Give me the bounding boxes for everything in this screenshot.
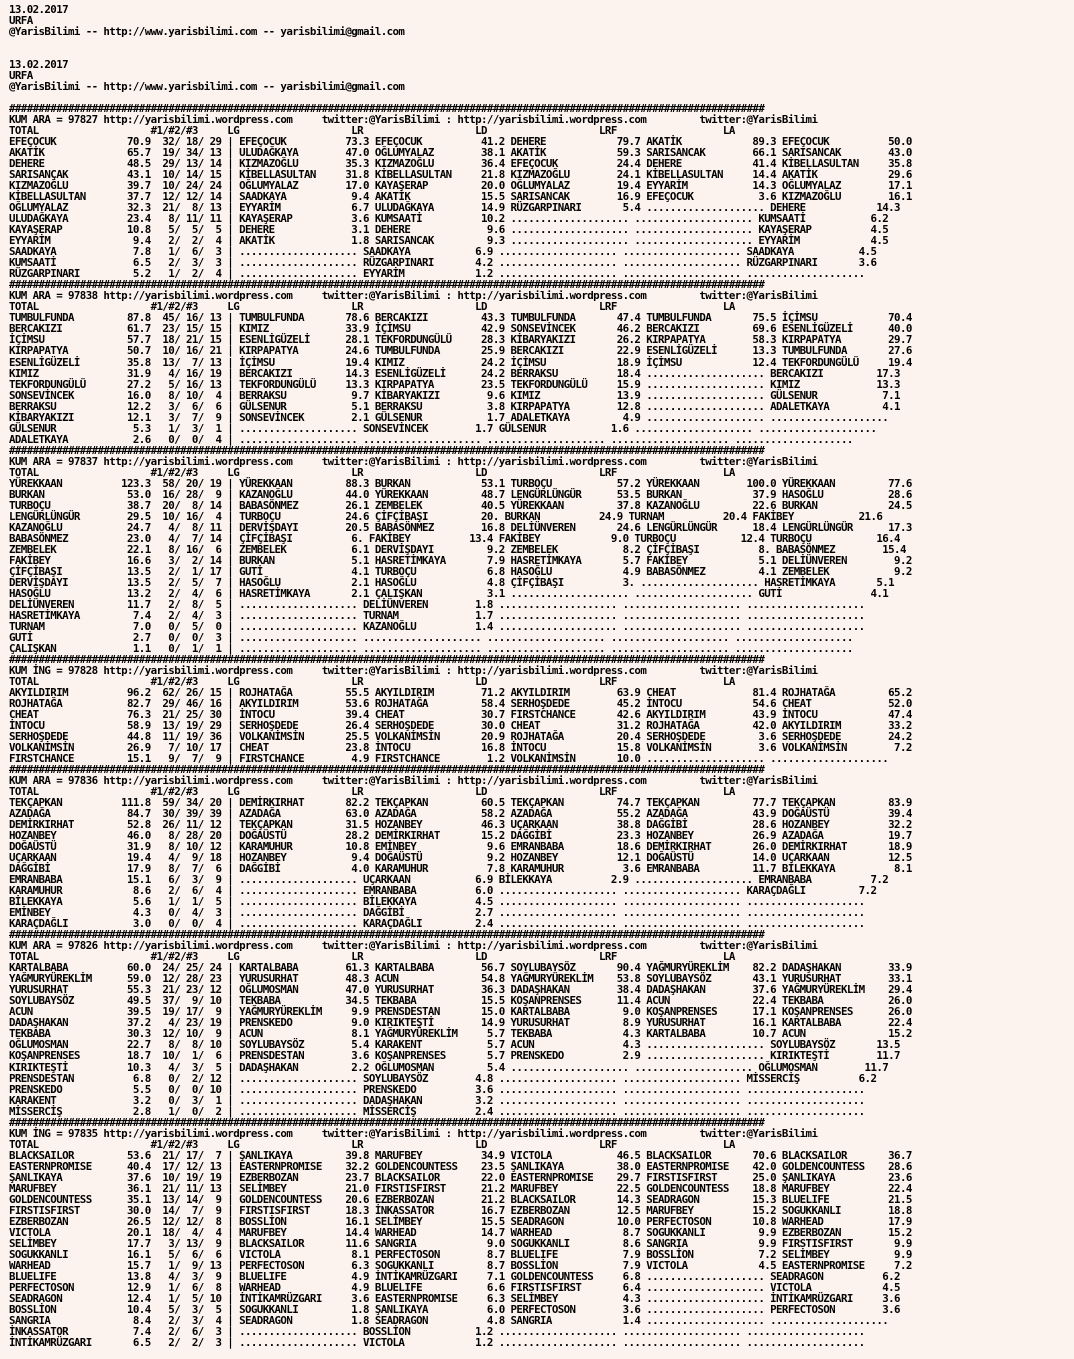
table-row: TURNAM 7.0 0/ 5/ 0 | .................... KAZANOĞLU 1.4 .................... .................... .................... xyxy=(9,619,865,633)
table-row: SELİMBEY 17.7 3/ 13/ 9 | BLACKSAILOR 11.6 SANGRIA 9.0 SOGUKKANLI 8.6 SANGRIA 9.9 FIRSTISFIRST 9.9 xyxy=(9,1236,912,1250)
table-row: İNKASSATOR 7.4 2/ 6/ 3 | .................... BOSSLİON 1.2 .................... .................... .................... xyxy=(9,1324,865,1338)
table-row: AKYILDIRIM 96.2 62/ 26/ 15 | ROJHATAĞA 55.5 AKYILDIRIM 71.2 AKYILDIRIM 63.9 CHEAT 81.4 ROJHATAĞA 65.2 xyxy=(9,685,912,699)
blank-line xyxy=(9,48,912,59)
table-row: KIZMAZOĞLU 39.7 10/ 24/ 24 | OĞLUMYALAZ 17.0 KAYAŞERAP 20.0 OĞLUMYALAZ 19.4 EYYARİM 14.3 OĞLUMYALAZ 17.1 xyxy=(9,179,912,193)
report-date: 13.02.2017 xyxy=(9,3,69,16)
table-row: TEKBABA 30.3 12/ 10/ 9 | ACUN 8.1 YAĞMURYÜREKLİM 5.7 TEKBABA 4.3 KARTALBABA 10.7 ACUN 15.2 xyxy=(9,1027,912,1041)
table-row: KUMSAATİ 6.5 2/ 3/ 3 | .................... RÜZGARPINARI 4.2 .................... .................... RÜZGARPINARI 3.6 xyxy=(9,256,877,270)
section-divider: ################################################################################################################################ xyxy=(9,443,765,457)
table-row: VICTOLA 20.1 18/ 4/ 4 | MARUFBEY 14.4 WARHEAD 14.7 WARHEAD 8.7 SOGUKKANLI 9.9 EZBERBOZAN 15.2 xyxy=(9,1225,912,1239)
column-header: TOTAL #1/#2/#3 LG LR LD LRF LA xyxy=(9,465,735,479)
table-row: EASTERNPROMISE 40.4 17/ 12/ 13 | EASTERNPROMISE 32.2 GOLDENCOUNTESS 23.5 ŞANLIKAYA 38.0 EASTERNPROMISE 42.0 GOLDENCOUNTESS 28.6 xyxy=(9,1159,912,1173)
table-row: GUTİ 2.7 0/ 0/ 3 | .................... .................... .................... .................... .................... xyxy=(9,630,853,644)
table-row: OĞLUMOSMAN 22.7 8/ 8/ 10 | SOYLUBAYSÖZ 5.4 KARAKENT 5.7 ACUN 4.3 .................... SOYLUBAYSÖZ 13.5 xyxy=(9,1038,900,1052)
column-header: TOTAL #1/#2/#3 LG LR LD LRF LA xyxy=(9,785,735,799)
table-row: PRENSDESTAN 6.8 0/ 2/ 12 | .................... SOYLUBAYSÖZ 4.8 .................... .................... MİSSERCİŞ 6.2 xyxy=(9,1071,877,1085)
table-row: KIRIKTEŞTİ 10.3 4/ 3/ 5 | DADAŞHAKAN 2.2 OĞLUMOSMAN 5.4 .................... .................... OĞLUMOSMAN 11.7 xyxy=(9,1060,889,1074)
table-row: PRENSKEDO 5.5 0/ 0/ 10 | .................... PRENSKEDO 3.6 .................... .................... .................... xyxy=(9,1082,865,1096)
table-row: TUMBULFUNDA 87.8 45/ 16/ 13 | TUMBULFUNDA 78.6 BERCAKIZI 43.3 TUMBULFUNDA 47.4 TUMBULFUNDA 75.5 İÇİMSU 70.4 xyxy=(9,311,912,325)
table-row: İÇİMSU 57.7 18/ 21/ 15 | ESENLİGÜZELİ 28.1 TEKFORDUNGÜLÜ 28.3 KİBARYAKIZI 26.2 KIRPAPATYA 58.3 KIRPAPATYA 29.7 xyxy=(9,333,912,347)
location-label: URFA xyxy=(9,69,33,83)
table-row: PERFECTOSON 12.9 1/ 6/ 8 | WARHEAD 4.9 BLUELIFE 6.6 FIRSTISFIRST 6.4 .................... VICTOLA 4.5 xyxy=(9,1280,900,1294)
race-header: KUM ARA = 97837 http://yarisbilimi.wordpress.com twitter:@YarisBilimi : http://yarisbilimi.wordpress.com twitter:@YarisBilimi xyxy=(9,454,818,468)
table-row: BERRAKSU 12.2 3/ 6/ 6 | GÜLSENUR 5.1 BERRAKSU 3.8 KIRPAPATYA 12.8 .................... ADALETKAYA 4.1 xyxy=(9,399,900,413)
contact-line: @YarisBilimi -- http://www.yarisbilimi.com -- yarisbilimi@gmail.com xyxy=(9,25,405,39)
table-row: EFEÇOCUK 70.9 32/ 18/ 29 | EFEÇOCUK 73.3 EFEÇOCUK 41.2 DEHERE 79.7 AKATİK 89.3 EFEÇOCUK 50.0 xyxy=(9,135,912,149)
table-row: BİLEKKAYA 5.6 1/ 1/ 5 | .................... BİLEKKAYA 4.5 .................... .................... .................... xyxy=(9,895,865,909)
section-divider: ################################################################################################################################ xyxy=(9,1115,765,1129)
table-row: SANGRIA 8.4 2/ 3/ 4 | SEADRAGON 1.8 SEADRAGON 4.8 SANGRIA 1.4 .................... .................... xyxy=(9,1313,889,1327)
race-header: KUM İNG = 97835 http://yarisbilimi.wordpress.com twitter:@YarisBilimi : http://yarisbilimi.wordpress.com twitter:@YarisBilimi xyxy=(9,1126,818,1140)
report-date: 13.02.2017 xyxy=(9,58,69,72)
table-row: ESENLİGÜZELİ 35.8 13/ 7/ 13 | İÇİMSU 19.4 KIMIZ 24.2 İÇİMSU 18.9 İÇİMSU 12.4 TEKFORDUNGÜLÜ 19.4 xyxy=(9,355,912,369)
race-header: KUM ARA = 97836 http://yarisbilimi.wordpress.com twitter:@YarisBilimi : http://yarisbilimi.wordpress.com twitter:@YarisBilimi xyxy=(9,774,818,788)
table-row: ZEMBELEK 22.1 8/ 16/ 6 | ZEMBELEK 6.1 DERVİŞDAYI 9.2 ZEMBELEK 8.2 ÇİFÇİBAŞI 8. BABASÖNMEZ 15.4 xyxy=(9,542,906,556)
table-row: BURKAN 53.0 16/ 28/ 9 | KAZANOĞLU 44.0 YÜREKKAAN 48.7 LENGÜRLÜNGÜR 53.5 BURKAN 37.9 HASOĞLU 28.6 xyxy=(9,487,912,501)
table-row: BOSSLİON 10.4 5/ 3/ 5 | SOGUKKANLI 1.8 ŞANLIKAYA 6.0 PERFECTOSON 3.6 .................... PERFECTOSON 3.6 xyxy=(9,1302,900,1316)
table-row: GOLDENCOUNTESS 35.1 13/ 14/ 9 | GOLDENCOUNTESS 20.6 EZBERBOZAN 21.2 BLACKSAILOR 14.3 SEADRAGON 15.3 BLUELIFE 21.5 xyxy=(9,1192,912,1206)
race-header: KUM ARA = 97838 http://yarisbilimi.wordpress.com twitter:@YarisBilimi : http://yarisbilimi.wordpress.com twitter:@YarisBilimi xyxy=(9,289,818,303)
table-row: FIRSTCHANCE 15.1 9/ 7/ 9 | FIRSTCHANCE 4.9 FIRSTCHANCE 1.2 VOLKANİMSİN 10.0 .................... .................... xyxy=(9,752,889,766)
table-row: BLUELIFE 13.8 4/ 3/ 9 | BLUELIFE 4.9 İNTİKAMRÜZGARI 7.1 GOLDENCOUNTESS 6.8 .................... SEADRAGON 6.2 xyxy=(9,1269,900,1283)
table-row: KIMIZ 31.9 4/ 16/ 19 | BERCAKIZI 14.3 ESENLİGÜZELİ 24.2 BERRAKSU 18.4 .................... BERCAKIZI 17.3 xyxy=(9,366,900,380)
section-divider: ################################################################################################################################ xyxy=(9,652,765,666)
table-row: TURBOÇU 38.7 20/ 8/ 14 | BABASÖNMEZ 26.1 ZEMBELEK 40.5 YÜREKKAAN 37.8 KAZANOĞLU 22.6 BURKAN 24.5 xyxy=(9,498,912,512)
table-row: SERHOŞDEDE 44.8 11/ 19/ 36 | VOLKANİMSİN 25.5 VOLKANİMSİN 20.9 ROJHATAĞA 20.4 SERHOŞDEDE 3.6 SERHOŞDEDE 24.2 xyxy=(9,730,912,744)
table-row: ROJHATAĞA 82.7 29/ 46/ 16 | AKYILDIRIM 53.6 ROJHATAĞA 58.4 SERHOŞDEDE 45.2 İNTOCU 54.6 CHEAT 52.0 xyxy=(9,696,912,710)
table-row: GÜLSENUR 5.3 1/ 3/ 1 | .................... SONSEVİNCEK 1.7 GÜLSENUR 1.6 .................... .................... xyxy=(9,421,877,435)
table-row: EZBERBOZAN 26.5 12/ 12/ 8 | BOSSLİON 16.1 SELİMBEY 15.5 SEADRAGON 10.0 PERFECTOSON 10.8 WARHEAD 17.9 xyxy=(9,1214,912,1228)
table-row: ACUN 39.5 19/ 17/ 9 | YAĞMURYÜREKLİM 9.9 PRENSDESTAN 15.0 KARTALBABA 9.0 KOŞANPRENSES 17.1 KOŞANPRENSES 26.0 xyxy=(9,1005,912,1019)
column-header: TOTAL #1/#2/#3 LG LR LD LRF LA xyxy=(9,300,735,314)
table-row: KAYAŞERAP 10.8 5/ 5/ 5 | DEHERE 3.1 DEHERE 9.6 .................... .................... KAYAŞERAP 4.5 xyxy=(9,223,889,237)
table-row: BABASÖNMEZ 23.0 4/ 7/ 14 | ÇİFÇİBAŞI 6. FAKİBEY 13.4 FAKİBEY 9.0 TURBOÇU 12.4 TURBOÇU 16.4 xyxy=(9,531,900,545)
table-row: VOLKANİMSİN 26.9 7/ 10/ 17 | CHEAT 23.8 İNTOCU 16.8 İNTOCU 15.8 VOLKANİMSİN 3.6 VOLKANİMSİN 7.2 xyxy=(9,741,912,755)
table-row: YURUSURHAT 55.3 21/ 23/ 12 | OĞLUMOSMAN 47.0 YURUSURHAT 36.3 DADAŞHAKAN 38.4 DADAŞHAKAN 37.6 YAĞMURYÜREKLİM 29.4 xyxy=(9,983,912,997)
table-row: FIRSTISFIRST 30.0 14/ 7/ 9 | FIRSTISFIRST 18.3 İNKASSATOR 16.7 EZBERBOZAN 12.5 MARUFBEY 15.2 SOGUKKANLI 18.8 xyxy=(9,1203,912,1217)
section-divider: ################################################################################################################################ xyxy=(9,763,765,777)
table-row: EYYARİM 9.4 2/ 2/ 4 | AKATİK 1.8 SARISANCAK 9.3 .................... .................... EYYARİM 4.5 xyxy=(9,234,889,248)
table-row: CHEAT 76.3 21/ 25/ 30 | İNTOCU 39.4 CHEAT 30.7 FIRSTCHANCE 42.6 AKYILDIRIM 43.9 İNTOCU 47.4 xyxy=(9,708,912,721)
table-row: ÇALIŞKAN 1.1 0/ 1/ 1 | .................... .................... .................... .................... .................... xyxy=(9,641,853,655)
table-row: HASRETİMKAYA 7.4 2/ 4/ 3 | .................... TURNAM 1.7 .................... .................... .................... xyxy=(9,608,865,622)
race-header: KUM İNG = 97828 http://yarisbilimi.wordpress.com twitter:@YarisBilimi : http://yarisbilimi.wordpress.com twitter:@YarisBilimi xyxy=(9,663,818,677)
column-header: TOTAL #1/#2/#3 LG LR LD LRF LA xyxy=(9,124,735,138)
table-row: ULUDAĞKAYA 23.4 8/ 11/ 11 | KAYAŞERAP 3.6 KUMSAATİ 10.2 .................... .................... KUMSAATİ 6.2 xyxy=(9,212,889,226)
table-row: EMRANBABA 15.1 6/ 3/ 9 | .................... UÇARKAAN 6.9 BİLEKKAYA 2.9 .................... EMRANBABA 7.2 xyxy=(9,873,889,887)
table-row: EMİNBEY 4.3 0/ 4/ 3 | .................... DAĞGİBİ 2.7 .................... .................... .................... xyxy=(9,906,865,920)
table-row: YÜREKKAAN 123.3 58/ 20/ 19 | YÜREKKAAN 88.3 BURKAN 53.1 TURBOÇU 57.2 YÜREKKAAN 100.0 YÜREKKAAN 77.6 xyxy=(9,476,912,490)
table-row: İNTOCU 58.9 13/ 19/ 29 | SERHOŞDEDE 26.4 SERHOŞDEDE 30.0 CHEAT 31.2 ROJHATAĞA 42.0 AKYILDIRIM 33.2 xyxy=(9,719,912,733)
table-row: KARAMUHUR 8.6 2/ 6/ 4 | .................... EMRANBABA 6.0 .................... .................... KARAÇDAĞLI 7.2 xyxy=(9,884,877,898)
table-row: SAADKAYA 7.8 1/ 6/ 3 | .................... SAADKAYA 6.9 .................... .................... SAADKAYA 4.5 xyxy=(9,245,877,259)
table-row: DEMİRKIRHAT 52.8 26/ 11/ 12 | TEKÇAPKAN 31.5 HOZANBEY 46.3 UÇARKAAN 38.8 DAĞGİBİ 28.6 HOZANBEY 32.2 xyxy=(9,818,912,832)
table-row: AKATİK 65.7 19/ 34/ 13 | ULUDAĞKAYA 47.0 OĞLUMYALAZ 38.1 AKATİK 59.3 SARISANCAK 66.1 SARISANCAK 43.0 xyxy=(9,146,912,160)
table-row: HASOĞLU 13.2 2/ 4/ 6 | HASRETİMKAYA 2.1 ÇALIŞKAN 3.1 .................... .................... GUTİ 4.1 xyxy=(9,586,889,600)
table-row: OĞLUMYALAZ 32.3 21/ 8/ 13 | EYYARİM 6.7 ULUDAĞKAYA 14.9 RÜZGARPINARI 5.4 .................... DEHERE 14.3 xyxy=(9,201,900,215)
table-row: ŞANLIKAYA 37.6 10/ 19/ 19 | EZBERBOZAN 23.7 BLACKSAILOR 22.0 EASTERNPROMISE 29.7 FIRSTISFIRST 25.0 ŞANLIKAYA 23.6 xyxy=(9,1170,912,1184)
table-row: KOŞANPRENSES 18.7 10/ 1/ 6 | PRENSDESTAN 3.6 KOŞANPRENSES 5.7 PRENSKEDO 2.9 .................... KIRIKTEŞTİ 11.7 xyxy=(9,1049,900,1063)
table-row: DADAŞHAKAN 37.2 4/ 23/ 19 | PRENSKEDO 9.0 KIRIKTEŞTİ 14.9 YURUSURHAT 8.9 YURUSURHAT 16.1 KARTALBABA 22.4 xyxy=(9,1016,912,1030)
table-row: DEHERE 48.5 29/ 13/ 14 | KIZMAZOĞLU 35.3 KIZMAZOĞLU 36.4 EFEÇOCUK 24.4 DEHERE 41.4 KİBELLASULTAN 35.8 xyxy=(9,157,912,171)
column-header: TOTAL #1/#2/#3 LG LR LD LRF LA xyxy=(9,950,735,964)
column-header: TOTAL #1/#2/#3 LG LR LD LRF LA xyxy=(9,1137,735,1151)
table-row: HOZANBEY 46.0 8/ 28/ 20 | DOĞAÜSTÜ 28.2 DEMİRKIRHAT 15.2 DAĞGİBİ 23.3 HOZANBEY 26.9 AZADAĞA 19.7 xyxy=(9,829,912,843)
column-header: TOTAL #1/#2/#3 LG LR LD LRF LA xyxy=(9,674,735,688)
table-row: BERCAKIZI 61.7 23/ 15/ 15 | KIMIZ 33.9 İÇİMSU 42.9 SONSEVİNCEK 46.2 BERCAKIZI 69.6 ESENLİGÜZELİ 40.0 xyxy=(9,322,912,336)
contact-line: @YarisBilimi -- http://www.yarisbilimi.com -- yarisbilimi@gmail.com xyxy=(9,80,405,94)
table-row: KIRPAPATYA 50.7 10/ 16/ 21 | KIRPAPATYA 24.6 TUMBULFUNDA 25.9 BERCAKIZI 22.9 ESENLİGÜZELİ 13.3 TUMBULFUNDA 27.6 xyxy=(9,344,912,358)
table-row: TEKÇAPKAN 111.8 59/ 34/ 20 | DEMİRKIRHAT 82.2 TEKÇAPKAN 60.5 TEKÇAPKAN 74.7 TEKÇAPKAN 77.7 TEKÇAPKAN 83.9 xyxy=(9,796,912,810)
table-row: DAĞGİBİ 17.9 8/ 7/ 6 | DAĞGİBİ 4.0 KARAMUHUR 7.8 KARAMUHUR 3.6 EMRANBABA 11.7 BİLEKKAYA 8.1 xyxy=(9,862,912,876)
table-row: SARISANÇAK 43.1 10/ 14/ 15 | KİBELLASULTAN 31.8 KİBELLASULTAN 21.8 KIZMAZOĞLU 24.1 KİBELLASULTAN 14.4 AKATİK 29.6 xyxy=(9,168,912,182)
table-row: KARAKENT 3.2 0/ 3/ 1 | .................... DADAŞHAKAN 3.2 .................... .................... .................... xyxy=(9,1093,865,1107)
table-row: KARAÇDAĞLI 3.0 0/ 0/ 4 | .................... KARAÇDAĞLI 2.4 .................... .................... .................... xyxy=(9,917,865,931)
table-row: KARTALBABA 60.0 24/ 25/ 24 | KARTALBABA 61.3 KARTALBABA 56.7 SOYLUBAYSÖZ 90.4 YAĞMURYÜREKLİM 82.2 DADAŞHAKAN 33.9 xyxy=(9,961,912,975)
table-row: RÜZGARPINARI 5.2 1/ 2/ 4 | .................... EYYARİM 1.2 .................... .................... .................... xyxy=(9,267,865,281)
table-row: İNTİKAMRÜZGARI 6.5 2/ 2/ 3 | .................... VICTOLA 1.2 .................... .................... .................... xyxy=(9,1335,865,1349)
table-row: DELİÜNVEREN 11.7 2/ 8/ 5 | .................... DELİÜNVEREN 1.8 .................... .................... .................... xyxy=(9,597,865,611)
table-row: DERVİŞDAYI 13.5 2/ 5/ 7 | HASOĞLU 2.1 HASOĞLU 4.8 ÇİFÇİBAŞI 3. .................... HASRETİMKAYA 5.1 xyxy=(9,575,895,589)
table-row: SOYLUBAYSÖZ 49.5 37/ 9/ 10 | TEKBABA 34.5 TEKBABA 15.5 KOŞANPRENSES 11.4 ACUN 22.4 TEKBABA 26.0 xyxy=(9,994,912,1008)
table-row: KİBELLASULTAN 37.7 12/ 12/ 14 | SAADKAYA 9.4 AKATİK 15.5 SARISANCAK 16.9 EFEÇOCUK 3.6 KIZMAZOĞLU 16.1 xyxy=(9,190,912,204)
race-header: KUM ARA = 97827 http://yarisbilimi.wordpress.com twitter:@YarisBilimi : http://yarisbilimi.wordpress.com twitter:@YarisBilimi xyxy=(9,113,818,127)
table-row: KAZANOĞLU 24.7 4/ 8/ 11 | DERVİŞDAYI 20.5 BABASÖNMEZ 16.8 DELİÜNVEREN 24.6 LENGÜRLÜNGÜR 18.4 LENGÜRLÜNGÜR 17.3 xyxy=(9,520,912,534)
table-row: UÇARKAAN 19.4 4/ 9/ 18 | HOZANBEY 9.4 DOĞAÜSTÜ 9.2 HOZANBEY 12.1 DOĞAÜSTÜ 14.0 UÇARKAAN 12.5 xyxy=(9,851,912,865)
report-text xyxy=(9,4,912,1348)
section-divider: ################################################################################################################################ xyxy=(9,278,765,292)
location-label: URFA xyxy=(9,14,33,28)
table-row: DOĞAÜSTÜ 31.9 8/ 10/ 12 | KARAMUHUR 10.8 EMİNBEY 9.6 EMRANBABA 18.6 DEMİRKIRHAT 26.0 DEMİRKIRHAT 18.9 xyxy=(9,840,912,854)
table-row: YAĞMURYÜREKLİM 59.0 12/ 28/ 23 | YURUSURHAT 48.3 ACUN 54.8 YAĞMURYÜREKLİM 53.8 SOYLUBAYSÖZ 43.1 YURUSURHAT 33.1 xyxy=(9,972,912,986)
table-row: FAKİBEY 16.6 3/ 2/ 14 | BURKAN 5.1 HASRETİMKAYA 7.9 HASRETİMKAYA 5.7 FAKİBEY 5.1 DELİÜNVEREN 9.2 xyxy=(9,553,912,567)
table-row: SEADRAGON 12.4 1/ 5/ 10 | İNTİKAMRÜZGARI 3.6 EASTERNPROMISE 6.3 SELİMBEY 4.3 .................... İNTİKAMRÜZGARI 3.6 xyxy=(9,1291,900,1305)
table-row: TEKFORDUNGÜLÜ 27.2 5/ 16/ 13 | TEKFORDUNGÜLÜ 13.3 KIRPAPATYA 23.5 TEKFORDUNGÜLÜ 15.9 .................... KIMIZ 13.3 xyxy=(9,377,900,391)
table-row: WARHEAD 15.7 1/ 9/ 13 | PERFECTOSON 6.3 SOGUKKANLI 8.7 BOSSLİON 7.9 VICTOLA 4.5 EASTERNPROMISE 7.2 xyxy=(9,1258,912,1272)
table-row: MİSSERCİŞ 2.8 1/ 0/ 2 | .................... MİSSERCİŞ 2.4 .................... .................... .................... xyxy=(9,1104,865,1118)
section-divider: ################################################################################################################################ xyxy=(9,928,765,942)
blank-line xyxy=(9,37,912,48)
section-divider: ################################################################################################################################ xyxy=(9,102,765,116)
table-row: SOGUKKANLI 16.1 5/ 6/ 6 | VICTOLA 8.1 PERFECTOSON 8.7 BLUELIFE 7.9 BOSSLİON 7.2 SELİMBEY 9.9 xyxy=(9,1247,912,1261)
table-row: AZADAĞA 84.7 30/ 39/ 39 | AZADAĞA 63.0 AZADAĞA 58.2 AZADAĞA 55.2 AZADAĞA 43.9 DOĞAÜSTÜ 39.4 xyxy=(9,807,912,821)
table-row: ADALETKAYA 2.6 0/ 0/ 4 | .................... .................... .................... .................... .................... xyxy=(9,432,853,446)
race-header: KUM ARA = 97826 http://yarisbilimi.wordpress.com twitter:@YarisBilimi : http://yarisbilimi.wordpress.com twitter:@YarisBilimi xyxy=(9,939,818,953)
table-row: LENGÜRLÜNGÜR 29.5 10/ 16/ 4 | TURBOÇU 24.6 ÇİFÇİBAŞI 20. BURKAN 24.9 TURNAM 20.4 FAKİBEY 21.6 xyxy=(9,509,883,523)
table-row: BLACKSAILOR 53.6 21/ 17/ 7 | ŞANLIKAYA 39.8 MARUFBEY 34.9 VICTOLA 46.5 BLACKSAILOR 70.6 BLACKSAILOR 36.7 xyxy=(9,1148,912,1162)
table-row: ÇİFÇİBAŞI 13.5 2/ 1/ 17 | GUTİ 4.1 TURBOÇU 6.8 HASOĞLU 4.9 BABASÖNMEZ 4.1 ZEMBELEK 9.2 xyxy=(9,564,912,578)
table-row: SONSEVİNCEK 16.0 8/ 10/ 4 | BERRAKSU 9.7 KİBARYAKIZI 9.6 KIMIZ 13.9 .................... GÜLSENUR 7.1 xyxy=(9,388,900,402)
table-row: KİBARYAKIZI 12.1 3/ 7/ 9 | SONSEVİNCEK 2.1 GÜLSENUR 1.7 ADALETKAYA 4.9 .................... .................... xyxy=(9,410,889,424)
table-row: MARUFBEY 36.1 21/ 11/ 13 | SELİMBEY 21.0 FIRSTISFIRST 21.2 MARUFBEY 22.5 GOLDENCOUNTESS 18.8 MARUFBEY 22.4 xyxy=(9,1181,912,1195)
